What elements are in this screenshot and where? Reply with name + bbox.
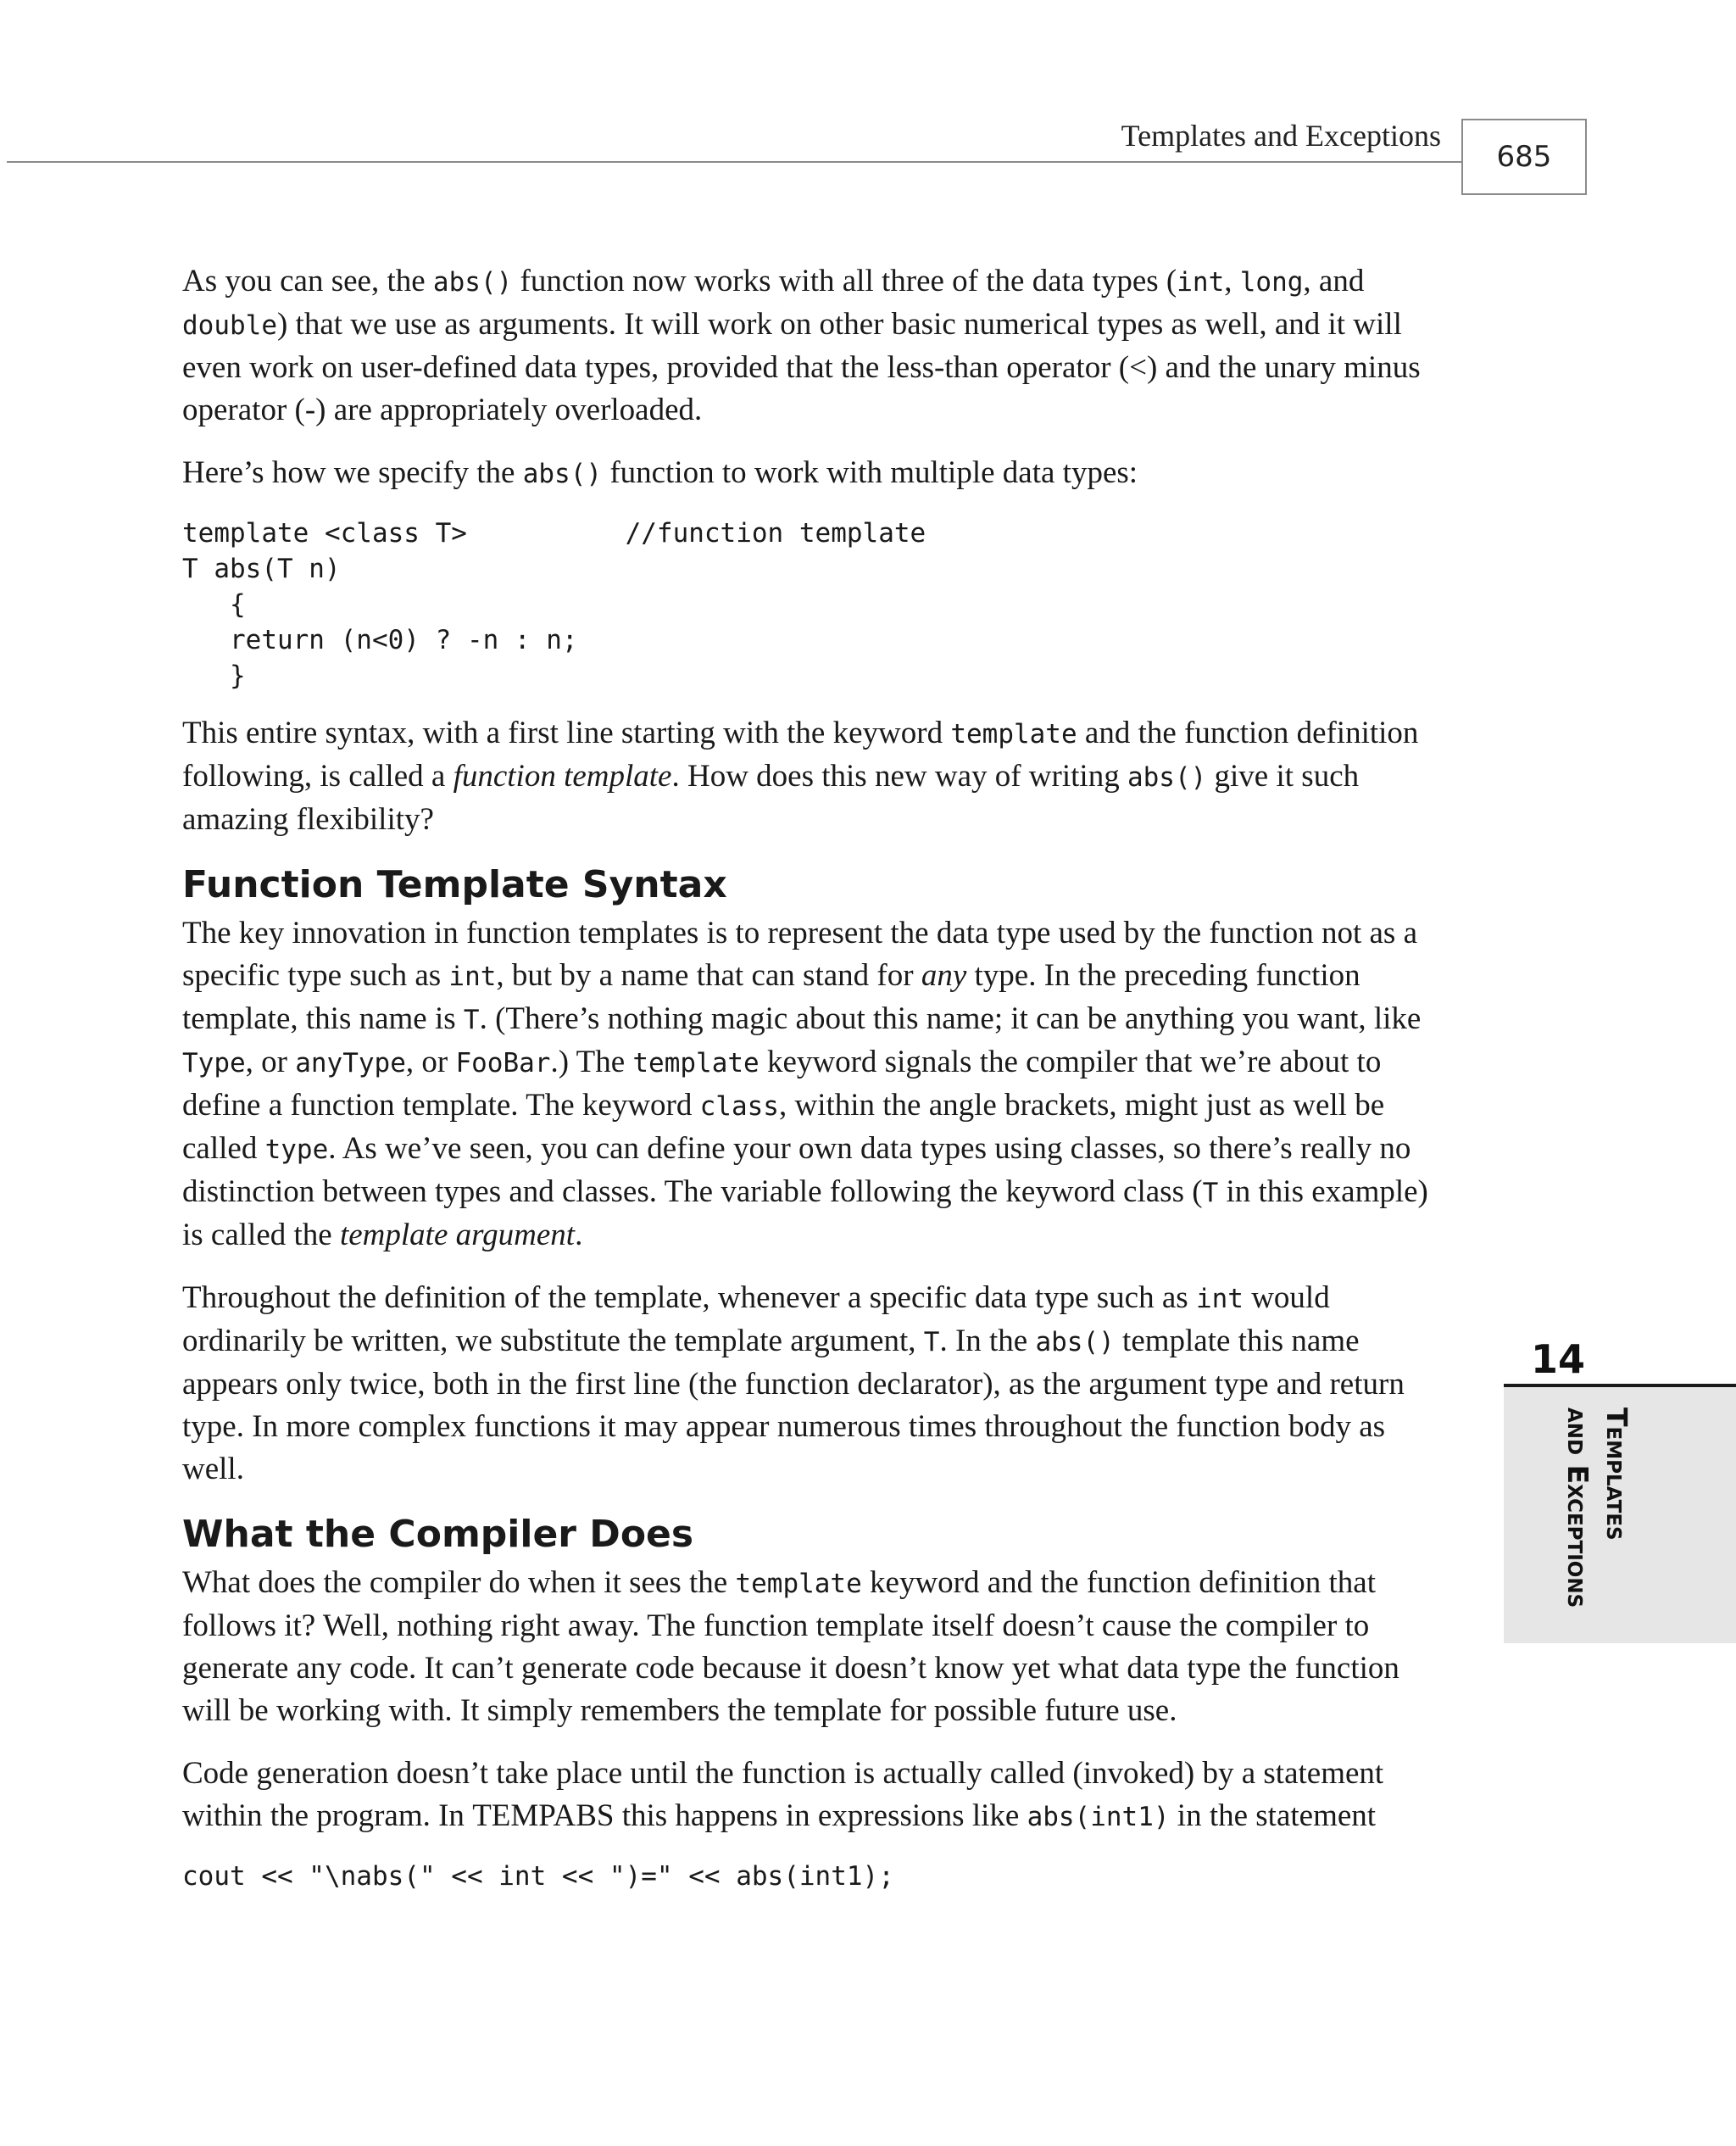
inline-code: abs() (522, 459, 603, 489)
paragraph-3 (182, 712, 1437, 841)
inline-code: abs() (1127, 762, 1207, 793)
text: . How does this new way of writing (671, 759, 1127, 794)
text: . (There’s nothing magic about this name; it can be anything you want, like (479, 1001, 1422, 1036)
paragraph-7 (182, 1753, 1437, 1838)
page-number-text: 685 (1496, 140, 1552, 174)
inline-code: abs() (1035, 1327, 1115, 1357)
paragraph-1 (182, 260, 1437, 432)
text: , but by a name that can stand for (496, 958, 921, 993)
text: ) that we use as arguments. It will work on other basic numerical types as well, and it will even work on user-defined data types, provided that the less-than operator (<) and the unary minus operator (-) are appropriately overloaded. (182, 307, 1421, 427)
page-number (1461, 119, 1587, 195)
inline-code: long (1239, 267, 1304, 298)
chapter-tab-rule (1504, 1384, 1736, 1387)
text: function to work with multiple data types: (602, 455, 1138, 490)
text: this happens in expressions like (614, 1798, 1027, 1833)
paragraph-5 (182, 1277, 1437, 1491)
chapter-tab-label-line-2: and Exceptions (1561, 1407, 1594, 1608)
inline-code: abs() (432, 267, 513, 298)
emphasis: any (921, 958, 967, 993)
code-block-function-template: template <class T> //function template T abs(T n) { return (n<0) ? -n : n; } (182, 518, 926, 691)
chapter-tab-label-line-1: Templates (1600, 1407, 1633, 1541)
text: template this name appears only twice, both in the first line (the function declarator), as the argument type and return type. In more complex functions it may appear numerous times throughout the function body as well. (182, 1324, 1405, 1486)
chapter-tab-label (1558, 1407, 1636, 1608)
paragraph-2 (182, 452, 1437, 495)
text: , and (1303, 264, 1365, 298)
code-block-cout-statement: cout << "\nabs(" << int << ")=" << abs(int1); (182, 1861, 894, 1892)
text: keyword signals the compiler that we’re about to define a function template. The keyword (182, 1045, 1382, 1123)
inline-code: FooBar (455, 1048, 551, 1079)
text: Code generation doesn’t take place until the function is actually called (invoked) by a statement within the program. In (182, 1756, 1384, 1833)
inline-code: int (448, 962, 497, 992)
text: keyword and the function definition that follows it? Well, nothing right away. The function template itself doesn’t cause the compiler to generate any code. It can’t generate code because it doesn’t know yet what data type the function will be working with. It simply remembers the template for possible future use. (182, 1565, 1399, 1728)
inline-code: int (1177, 267, 1225, 298)
inline-code: double (182, 310, 277, 341)
paragraph-6 (182, 1562, 1437, 1732)
inline-code: template (950, 719, 1077, 750)
text: in the statement (1169, 1798, 1377, 1833)
text: and the function definition following, is called a (182, 716, 1419, 794)
text: .) The (550, 1045, 633, 1079)
inline-code: int (1195, 1284, 1244, 1314)
section-heading-compiler: What the Compiler Does (182, 1513, 694, 1556)
inline-code: type (264, 1134, 329, 1165)
text: Here’s how we specify the (182, 455, 523, 490)
text: As you can see, the (182, 264, 433, 298)
text: would ordinarily be written, we substitute the template argument, (182, 1280, 1330, 1358)
text: . (575, 1218, 583, 1252)
chapter-number: 14 (1531, 1336, 1586, 1382)
text: The key innovation in function templates is to represent the data type used by the function not as a specific type such as (182, 916, 1418, 993)
text: This entire syntax, with a first line starting with the keyword (182, 716, 951, 750)
inline-code: abs(int1) (1027, 1802, 1170, 1832)
text: type. In the preceding function template, this name is (182, 958, 1360, 1036)
program-name: TEMPABS (472, 1798, 615, 1833)
text: , or (405, 1045, 456, 1079)
emphasis: function template (453, 759, 672, 794)
emphasis: template argument (339, 1218, 576, 1252)
text: . In the (939, 1324, 1036, 1358)
text: . As we’ve seen, you can define your own data types using classes, so there’s really no distinction between types and classes. The variable following the keyword class ( (182, 1131, 1411, 1209)
text: , or (245, 1045, 296, 1079)
running-head: Templates and Exceptions (1121, 119, 1441, 153)
text: What does the compiler do when it sees the (182, 1565, 736, 1600)
inline-code: anyType (295, 1048, 406, 1079)
inline-code: T (923, 1327, 940, 1357)
text: , within the angle brackets, might just as well be called (182, 1088, 1385, 1166)
text: in this example) is called the (182, 1174, 1428, 1252)
text: give it such amazing flexibility? (182, 759, 1360, 837)
section-heading-syntax: Function Template Syntax (182, 863, 727, 906)
paragraph-4 (182, 912, 1437, 1257)
inline-code: template (632, 1048, 760, 1079)
inline-code: T (1202, 1178, 1219, 1208)
text: , (1224, 264, 1240, 298)
inline-code: class (699, 1091, 779, 1122)
inline-code: T (463, 1005, 480, 1035)
text: Throughout the definition of the template, whenever a specific data type such as (182, 1280, 1196, 1315)
inline-code: Type (182, 1048, 246, 1079)
text: function now works with all three of the data types ( (512, 264, 1177, 298)
header-rule (7, 161, 1461, 163)
page-body (182, 260, 1437, 1913)
inline-code: template (735, 1569, 862, 1599)
